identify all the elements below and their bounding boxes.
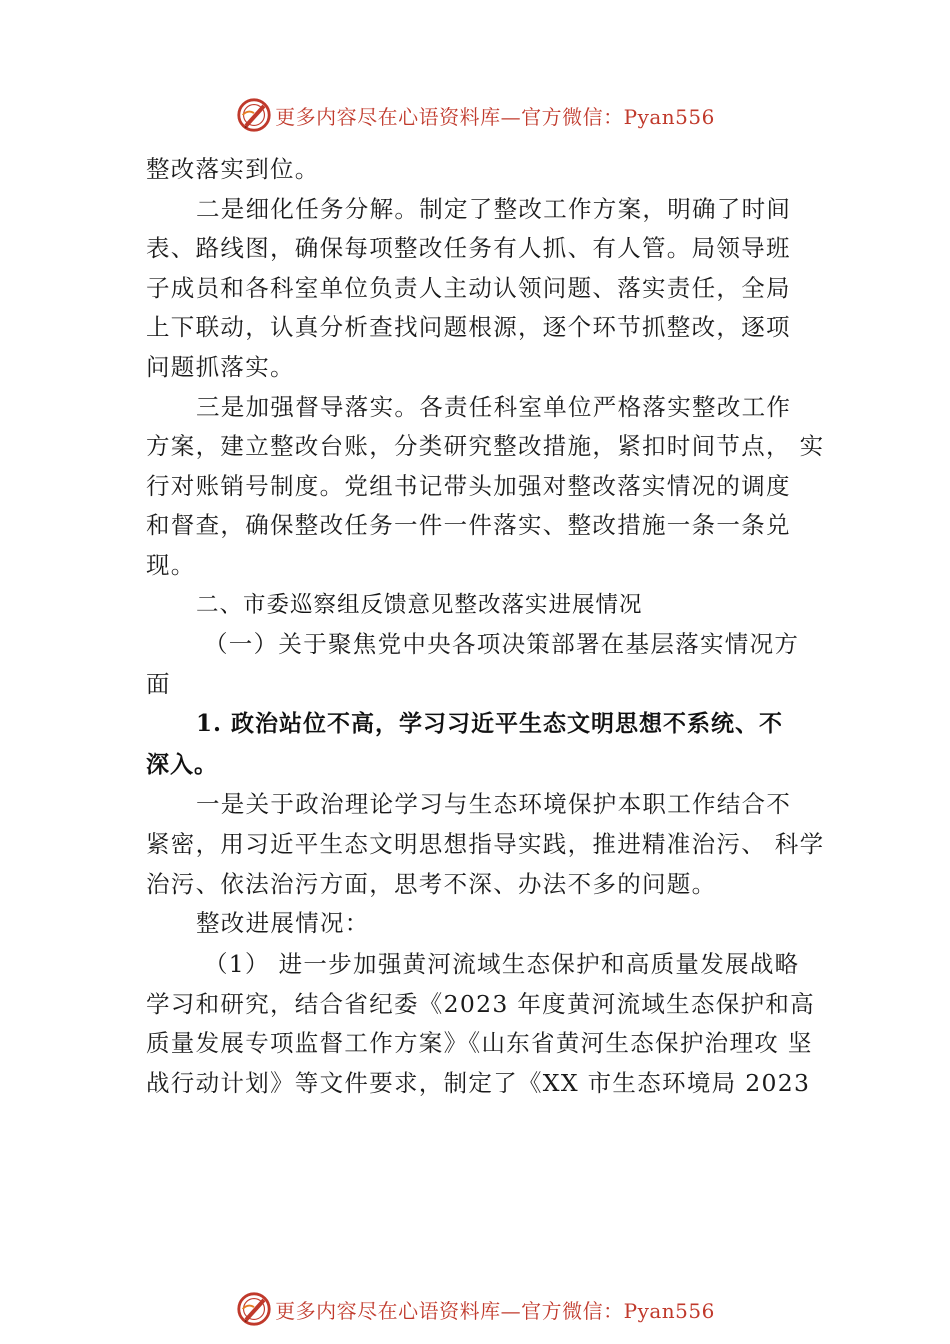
paragraph-line: 战行动计划》等文件要求，制定了《XX 市生态环境局 2023 xyxy=(146,1068,811,1097)
paragraph-line: 学习和研究，结合省纪委《2023 年度黄河流域生态保护和高 xyxy=(146,989,815,1018)
paragraph-line: 问题抓落实。 xyxy=(146,352,295,381)
watermark-text: 更多内容尽在心语资料库—官方微信：Pyan556 xyxy=(275,104,715,129)
subsection-heading: （一）关于聚焦党中央各项决策部署在基层落实情况方 xyxy=(204,630,800,659)
paragraph-line: 治污、依法治污方面，思考不深、办法不多的问题。 xyxy=(146,869,717,898)
watermark-text: 更多内容尽在心语资料库—官方微信：Pyan556 xyxy=(275,1298,715,1323)
paragraph-line: 表、路线图，确保每项整改任务有人抓、有人管。局领导班 xyxy=(146,234,791,263)
watermark-header xyxy=(0,95,950,135)
paragraph-line: 紧密，用习近平生态文明思想指导实践，推进精准治污、 科学 xyxy=(146,829,825,858)
paragraph-line: 二是细化任务分解。制定了整改工作方案，明确了时间 xyxy=(196,194,792,223)
paragraph-line: （1） 进一步加强黄河流域生态保护和高质量发展战略 xyxy=(204,949,800,978)
paragraph-line: 三是加强督导落实。各责任科室单位严格落实整改工作 xyxy=(196,392,792,421)
paragraph-line: 子成员和各科室单位负责人主动认领问题、落实责任，全局 xyxy=(146,273,791,302)
paragraph-line: 上下联动，认真分析查找问题根源，逐个环节抓整改，逐项 xyxy=(146,313,791,342)
paragraph-line: 一是关于政治理论学习与生态环境保护本职工作结合不 xyxy=(196,790,792,819)
paragraph-line: 整改落实到位。 xyxy=(146,155,320,183)
paragraph-line: 方案，建立整改台账，分类研究整改措施，紧扣时间节点， 实 xyxy=(146,432,825,461)
subsection-heading-cont: 面 xyxy=(146,669,171,698)
paragraph-line: 现。 xyxy=(146,550,196,579)
progress-label: 整改进展情况： xyxy=(196,909,370,938)
section-heading: 二、市委巡察组反馈意见整改落实进展情况 xyxy=(196,591,643,618)
paragraph-line: 质量发展专项监督工作方案》《山东省黄河生态保护治理攻 坚 xyxy=(146,1029,813,1058)
seal-logo-icon xyxy=(235,1290,273,1328)
issue-heading-cont: 深入。 xyxy=(146,750,218,778)
watermark-footer xyxy=(0,1289,950,1329)
paragraph-line: 和督查，确保整改任务一件一件落实、整改措施一条一条兑 xyxy=(146,511,791,540)
seal-logo-icon xyxy=(235,96,273,134)
paragraph-line: 行对账销号制度。党组书记带头加强对整改落实情况的调度 xyxy=(146,471,791,500)
document-body xyxy=(146,150,825,1103)
issue-heading: 1. 政治站位不高，学习习近平生态文明思想不系统、不 xyxy=(196,710,784,738)
